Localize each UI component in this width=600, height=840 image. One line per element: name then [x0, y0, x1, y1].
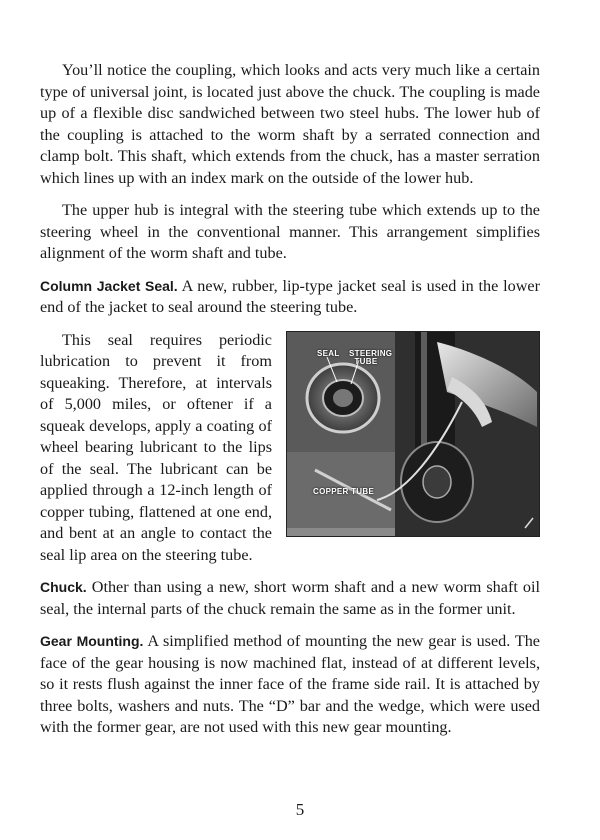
label-copper-tube: COPPER TUBE	[313, 486, 375, 496]
text-column-jacket-seal: A new, rubber, lip-type jacket seal is used in the lower end of the jacket to seal around the steering tube.	[40, 276, 540, 316]
paragraph-upper-hub: The upper hub is integral with the steering tube which extends up to the steering wheel in the conventional manner. This arrangement simplifies alignment of the worm shaft and tube.	[40, 201, 540, 262]
seal-lubrication-photo	[286, 331, 540, 537]
label-steering-tube: STEERING TUBE	[349, 348, 393, 366]
photo-illustration	[287, 332, 539, 536]
paragraph-gear-mounting	[40, 631, 540, 739]
heading-column-jacket-seal: Column Jacket Seal.	[40, 277, 178, 294]
label-seal: SEAL	[317, 348, 340, 358]
paragraph-column-jacket-seal	[40, 276, 540, 319]
text-gear-mounting: A simplified method of mounting the new gear is used. The face of the gear housing is now machined flat, instead of at different levels, so it rests flush against the inner face of the frame side rail. It is attached by three bolts, washers and nuts. The “D” bar and the wedge, which were used with the former gear, are not used with this new gear mounting.	[40, 632, 540, 736]
page-body	[40, 60, 540, 750]
paragraph-seal-lubrication: This seal requires periodic lubrication to prevent it from squeaking. Therefore, at intervals of 5,000 miles, or oftener if a squeak develops, apply a coating of wheel bearing lubricant to the lips of the seal. The lubricant can be applied through a 12-inch length of copper tubing, flattened at one end, and bent at an angle to contact the seal lip area on the steering tube.	[40, 330, 272, 564]
heading-gear-mounting: Gear Mounting.	[40, 633, 144, 649]
paragraph-coupling: You’ll notice the coupling, which looks and acts very much like a certain type of universal joint, is located just above the chuck. The coupling is made up of a flexible disc sandwiched between two steel hubs. The lower hub of the coupling is attached to the worm shaft by a serrated connection and clamp bolt. This shaft, which extends from the chuck, has a master serration which lines up with an index mark on the outside of the lower hub.	[40, 61, 540, 187]
seal-section	[40, 330, 540, 567]
paragraph-chuck	[40, 577, 540, 620]
page-number: 5	[295, 800, 305, 819]
text-chuck: Other than using a new, short worm shaft and a new worm shaft oil seal, the internal parts of the chuck remain the same as in the former unit.	[40, 578, 540, 618]
heading-chuck: Chuck.	[40, 579, 87, 595]
